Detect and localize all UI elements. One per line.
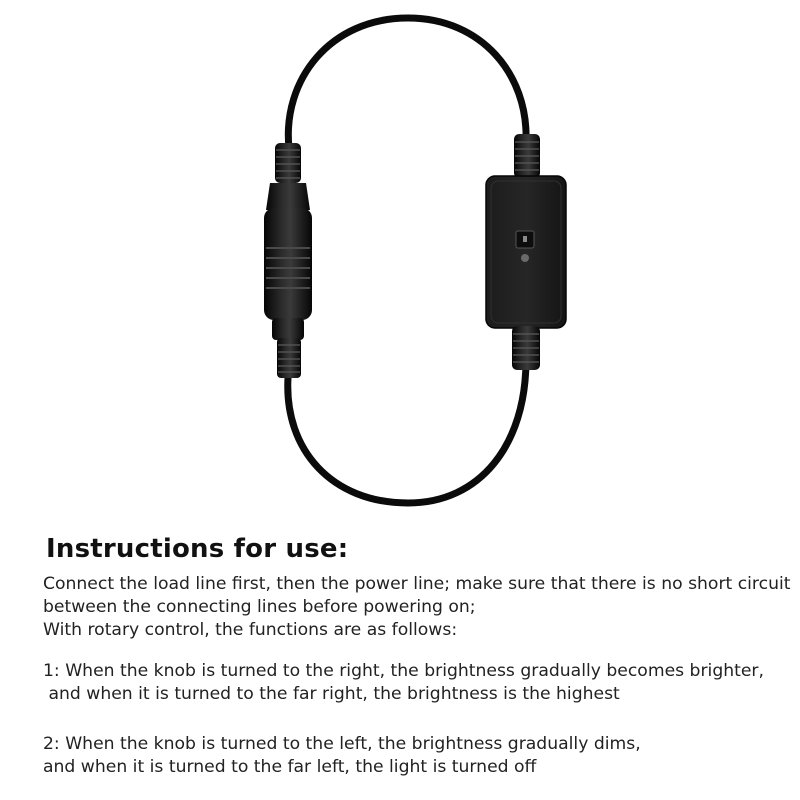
step1-line-2: and when it is turned to the far right, the brightness is the highest bbox=[43, 684, 620, 704]
intro-line-2: between the connecting lines before powering on; bbox=[43, 597, 476, 617]
indicator-icon bbox=[521, 254, 529, 262]
step2-line-1: 2: When the knob is turned to the left, the brightness gradually dims, bbox=[43, 734, 641, 754]
step1-line-1: 1: When the knob is turned to the right, the brightness gradually becomes brighter, bbox=[43, 661, 764, 681]
female-connector bbox=[264, 143, 312, 378]
intro-line-3: With rotary control, the functions are as follows: bbox=[43, 620, 458, 640]
inline-dimmer-box bbox=[486, 134, 566, 370]
instructions-title: Instructions for use: bbox=[46, 534, 349, 564]
intro-line-1: Connect the load line first, then the power line; make sure that there is no short circuit bbox=[43, 574, 791, 594]
step2-line-2: and when it is turned to the far left, the light is turned off bbox=[43, 757, 537, 777]
